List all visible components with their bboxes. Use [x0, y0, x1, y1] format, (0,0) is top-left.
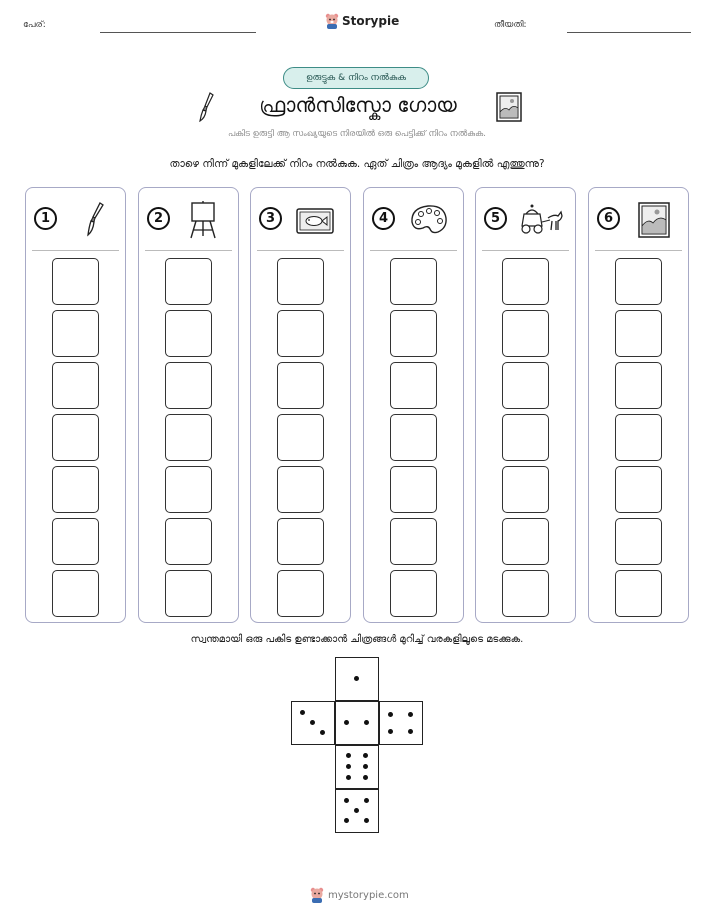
bear-logo-icon	[325, 13, 339, 29]
date-label: തീയതി:	[494, 20, 527, 30]
column-1	[25, 187, 126, 623]
column-3	[250, 187, 351, 623]
color-box[interactable]	[390, 414, 437, 461]
color-box[interactable]	[615, 310, 662, 357]
color-box[interactable]	[52, 570, 99, 617]
subtitle: പകിട ഉരുട്ടി ആ സംഖ്യയുടെ നിരയിൽ ഒരു പെട്ടിക്ക് നിറം നൽകുക.	[228, 129, 486, 139]
color-box[interactable]	[277, 414, 324, 461]
color-box[interactable]	[502, 570, 549, 617]
landscape-frame-icon	[633, 200, 677, 240]
pip	[364, 720, 369, 725]
date-line[interactable]	[567, 32, 691, 33]
pip	[344, 818, 349, 823]
fold-instructions: സ്വന്തമായി ഒരു പകിട ഉണ്ടാക്കാൻ ചിത്രങ്ങൾ മുറിച്ച് വരകളിലൂടെ മടക്കുക.	[190, 634, 524, 645]
paintbrush-icon	[70, 200, 114, 240]
footer	[310, 887, 409, 903]
column-number: 1	[34, 207, 57, 230]
easel-icon	[183, 200, 227, 240]
column-divider	[257, 250, 344, 251]
pip	[346, 764, 351, 769]
pip	[363, 775, 368, 780]
footer-url[interactable]: mystorypie.com	[328, 889, 409, 901]
pip	[363, 753, 368, 758]
column-number: 2	[147, 207, 170, 230]
pip	[346, 775, 351, 780]
color-box[interactable]	[277, 258, 324, 305]
paintbrush-icon	[196, 91, 218, 123]
column-4	[363, 187, 464, 623]
palette-icon	[408, 200, 452, 240]
color-box[interactable]	[502, 466, 549, 513]
color-box[interactable]	[277, 466, 324, 513]
color-box[interactable]	[165, 518, 212, 565]
pip	[408, 712, 413, 717]
die-face-6	[335, 745, 379, 789]
color-box[interactable]	[52, 362, 99, 409]
color-box[interactable]	[165, 362, 212, 409]
color-box[interactable]	[502, 518, 549, 565]
color-box[interactable]	[615, 570, 662, 617]
color-box[interactable]	[52, 466, 99, 513]
color-box[interactable]	[615, 258, 662, 305]
die-face-1	[335, 657, 379, 701]
color-box[interactable]	[502, 310, 549, 357]
color-box[interactable]	[52, 258, 99, 305]
color-box[interactable]	[502, 414, 549, 461]
pip	[354, 676, 359, 681]
color-box[interactable]	[390, 570, 437, 617]
bear-logo-icon	[310, 887, 324, 903]
color-box[interactable]	[277, 518, 324, 565]
column-divider	[145, 250, 232, 251]
pip	[364, 798, 369, 803]
pip	[310, 720, 315, 725]
pip	[388, 712, 393, 717]
color-box[interactable]	[615, 362, 662, 409]
column-divider	[482, 250, 569, 251]
column-6	[588, 187, 689, 623]
column-number: 4	[372, 207, 395, 230]
column-number: 3	[259, 207, 282, 230]
brand-logo	[325, 13, 399, 29]
color-box[interactable]	[502, 362, 549, 409]
color-box[interactable]	[165, 258, 212, 305]
pip	[346, 753, 351, 758]
pip	[300, 710, 305, 715]
die-face-2	[335, 701, 379, 745]
color-box[interactable]	[390, 466, 437, 513]
column-divider	[370, 250, 457, 251]
color-box[interactable]	[52, 518, 99, 565]
carriage-icon	[520, 200, 564, 240]
color-box[interactable]	[165, 310, 212, 357]
die-face-3	[291, 701, 335, 745]
pip	[344, 798, 349, 803]
pip	[388, 729, 393, 734]
pip	[363, 764, 368, 769]
brand-name: Storypie	[342, 14, 400, 28]
pip	[408, 729, 413, 734]
landscape-frame-icon	[496, 92, 522, 122]
color-box[interactable]	[390, 518, 437, 565]
color-box[interactable]	[165, 414, 212, 461]
pip	[320, 730, 325, 735]
color-box[interactable]	[390, 258, 437, 305]
color-box[interactable]	[277, 310, 324, 357]
die-face-4	[379, 701, 423, 745]
pip	[344, 720, 349, 725]
color-box[interactable]	[615, 466, 662, 513]
die-face-5	[335, 789, 379, 833]
name-label: പേര്:	[23, 20, 46, 30]
color-box[interactable]	[615, 518, 662, 565]
pip	[354, 808, 359, 813]
color-box[interactable]	[277, 570, 324, 617]
activity-badge: ഉരുട്ടുക & നിറം നൽകുക	[283, 67, 429, 89]
column-divider	[32, 250, 119, 251]
page-title: ഫ്രാൻസിസ്കോ ഗോയ	[259, 93, 457, 117]
pip	[364, 818, 369, 823]
color-box[interactable]	[165, 466, 212, 513]
column-number: 6	[597, 207, 620, 230]
name-line[interactable]	[100, 32, 256, 33]
column-divider	[595, 250, 682, 251]
color-box[interactable]	[390, 310, 437, 357]
color-box[interactable]	[165, 570, 212, 617]
color-box[interactable]	[52, 310, 99, 357]
column-2	[138, 187, 239, 623]
color-box[interactable]	[390, 362, 437, 409]
color-box[interactable]	[277, 362, 324, 409]
color-box[interactable]	[502, 258, 549, 305]
question-text: താഴെ നിന്ന് മുകളിലേക്ക് നിറം നൽകുക. ഏത് ചിത്രം ആദ്യം മുകളിൽ എത്തുന്നു?	[169, 158, 545, 170]
column-5	[475, 187, 576, 623]
column-number: 5	[484, 207, 507, 230]
color-box[interactable]	[52, 414, 99, 461]
color-box[interactable]	[615, 414, 662, 461]
fish-painting-icon	[295, 200, 339, 240]
